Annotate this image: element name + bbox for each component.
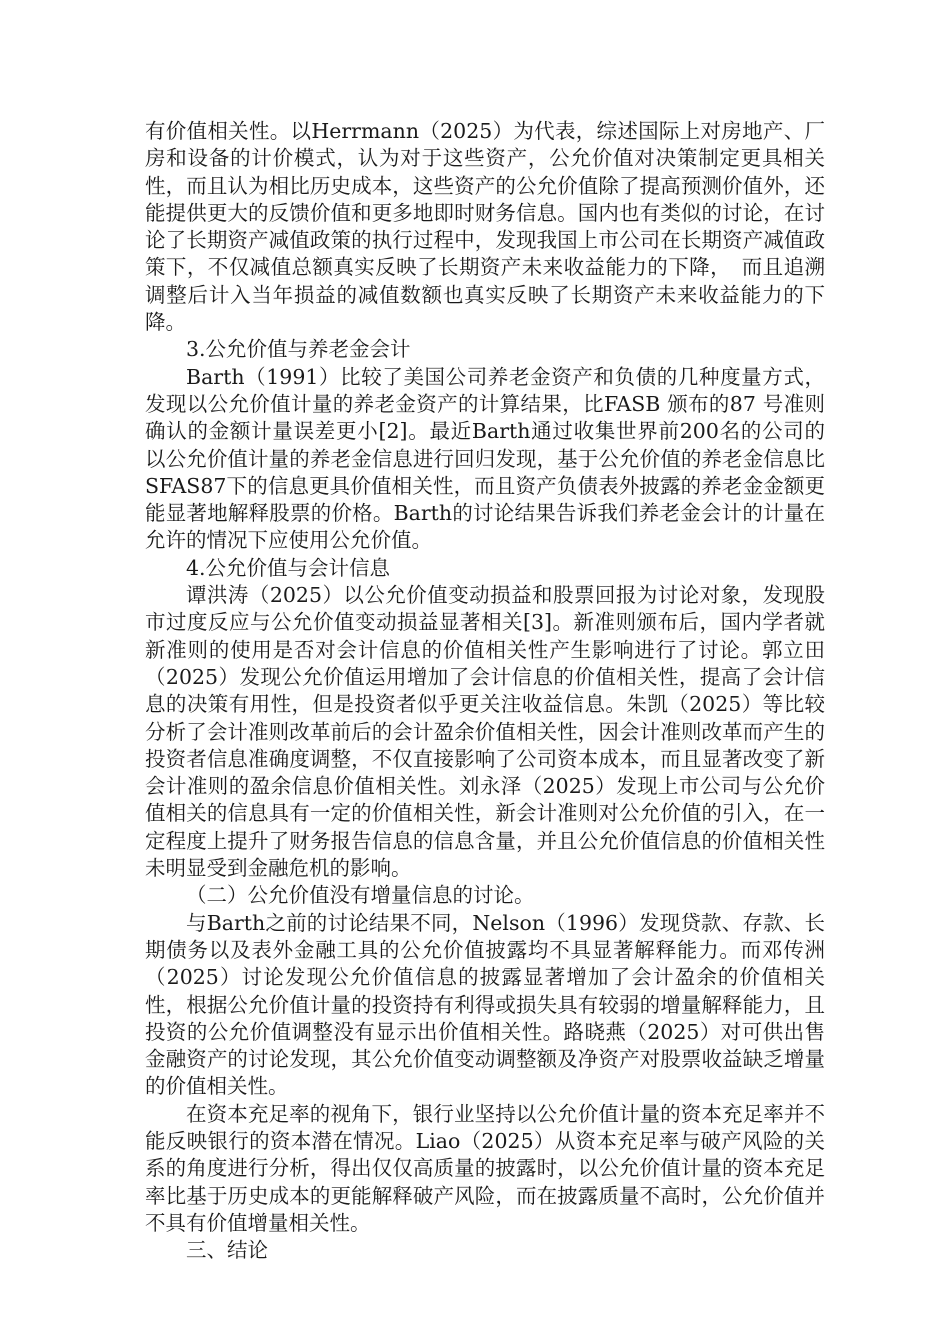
paragraph-domestic-research: 谭洪涛（2025）以公允价值变动损益和股票回报为讨论对象，发现股市过度反应与公允价值变动损益显著相关[3]。新准则颁布后，国内学者就新准则的使用是否对会计信息的价值相关性产生影响进行了讨论。郭立田（2025）发现公允价值运用增加了会计信息的价值相关性，提高了会计信息的决策有用性，但是投资者似乎更关注收益信息。朱凯（2025）等比较分析了会计准则改革前后的会计盈余价值相关性，因会计准则改革而产生的投资者信息准确度调整，不仅直接影响了公司资本成本，而且显著改变了新会计准则的盈余信息价值相关性。刘永泽（2025）发现上市公司与公允价值相关的信息具有一定的价值相关性，新会计准则对公允价值的引入，在一定程度上提升了财务报告信息的信息含量，并且公允价值信息的价值相关性未明显受到金融危机的影响。 — [145, 583, 825, 881]
paragraph-capital-adequacy: 在资本充足率的视角下，银行业坚持以公允价值计量的资本充足率并不能反映银行的资本潜在情况。Liao（2025）从资本充足率与破产风险的关系的角度进行分析，得出仅仅高质量的披露时，以公允价值计量的资本充足率比基于历史成本的更能解释破产风险，而在披露质量不高时，公允价值并不具有价值增量相关性。 — [145, 1101, 825, 1235]
paragraph-fair-value-assets: 有价值相关性。以Herrmann（2025）为代表，综述国际上对房地产、厂房和设备的计价模式，认为对于这些资产，公允价值对决策制定更具相关性，而且认为相比历史成本，这些资产的公允价值除了提高预测价值外，还能提供更大的反馈价值和更多地即时财务信息。国内也有类似的讨论，在讨论了长期资产减值政策的执行过程中，发现我国上市公司在长期资产减值政策下，不仅减值总额真实反映了长期资产未来收益能力的下降， 而且追溯调整后计入当年损益的减值数额也真实反映了长期资产未来收益能力的下降。 — [145, 119, 825, 335]
paragraph-nelson-findings: 与Barth之前的讨论结果不同，Nelson（1996）发现贷款、存款、长期债务以及表外金融工具的公允价值披露均不具显著解释能力。而邓传洲（2025）讨论发现公允价值信息的披露显著增加了会计盈余的价值相关性，根据公允价值计量的投资持有利得或损失具有较弱的增量解释能力，且投资的公允价值调整没有显示出价值相关性。路晓燕（2025）对可供出售金融资产的讨论发现，其公允价值变动调整额及净资产对股票收益缺乏增量的价值相关性。 — [145, 910, 825, 1099]
heading-no-incremental-info: （二）公允价值没有增量信息的讨论。 — [186, 883, 535, 908]
heading-conclusion: 三、结论 — [186, 1238, 268, 1263]
paragraph-barth-pension: Barth（1991）比较了美国公司养老金资产和负债的几种度量方式，发现以公允价值计量的养老金资产的计算结果，比FASB 颁布的87 号准则确认的金额计量误差更小[2]。最近Barth通过收集世界前200名的公司的以公允价值计量的养老金信息进行回归发现，基于公允价值的养老金信息比SFAS87下的信息更具价值相关性，而且资产负债表外披露的养老金金额更能显著地解释股票的价格。Barth的讨论结果告诉我们养老金会计的计量在允许的情况下应使用公允价值。 — [145, 364, 825, 553]
heading-pension-accounting: 3.公允价值与养老金会计 — [186, 337, 411, 362]
heading-accounting-information: 4.公允价值与会计信息 — [186, 555, 391, 580]
document-body — [145, 118, 825, 1264]
